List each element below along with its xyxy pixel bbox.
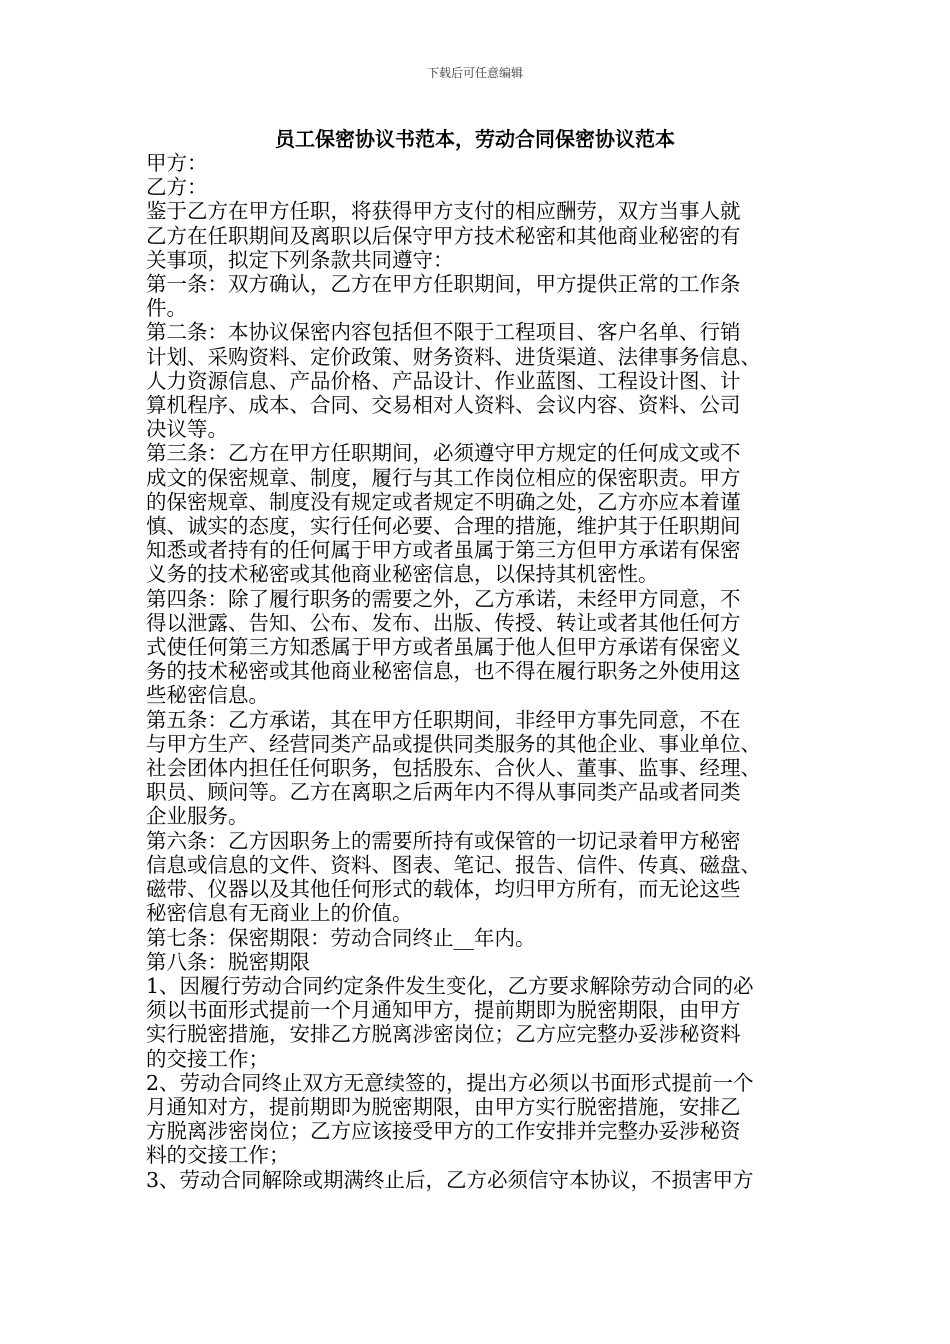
document-line: 第五条：乙方承诺，其在甲方任职期间，非经甲方事先同意，不在 — [146, 707, 741, 732]
document-line: 式使任何第三方知悉属于甲方或者虽属于他人但甲方承诺有保密义 — [146, 635, 741, 660]
document-line: 信息或信息的文件、资料、图表、笔记、报告、信件、传真、磁盘、 — [146, 852, 761, 877]
document-line: 决议等。 — [146, 417, 228, 442]
document-line: 1、因履行劳动合同约定条件发生变化，乙方要求解除劳动合同的必 — [146, 973, 754, 998]
document-line: 第二条：本协议保密内容包括但不限于工程项目、客户名单、行销 — [146, 320, 741, 345]
document-line: 义务的技术秘密或其他商业秘密信息，以保持其机密性。 — [146, 562, 659, 587]
document-line: 乙方： — [146, 175, 208, 200]
document-line: 社会团体内担任任何职务，包括股东、合伙人、董事、监事、经理、 — [146, 756, 761, 781]
document-line: 与甲方生产、经营同类产品或提供同类服务的其他企业、事业单位、 — [146, 731, 761, 756]
document-line: 的交接工作； — [146, 1046, 269, 1071]
document-line: 些秘密信息。 — [146, 683, 269, 708]
document-line: 的保密规章、制度没有规定或者规定不明确之处，乙方亦应本着谨 — [146, 489, 741, 514]
document-line: 计划、采购资料、定价政策、财务资料、进货渠道、法律事务信息、 — [146, 344, 761, 369]
document-line: 料的交接工作； — [146, 1143, 290, 1168]
document-line: 须以书面形式提前一个月通知甲方，提前期即为脱密期限，由甲方 — [146, 998, 741, 1023]
document-line: 务的技术秘密或其他商业秘密信息，也不得在履行职务之外使用这 — [146, 659, 741, 684]
document-line: 成文的保密规章、制度，履行与其工作岗位相应的保密职责。甲方 — [146, 465, 741, 490]
page-header-note: 下载后可任意编辑 — [426, 66, 523, 80]
document-line: 第一条：双方确认，乙方在甲方任职期间，甲方提供正常的工作条 — [146, 272, 741, 297]
document-line: 关事项，拟定下列条款共同遵守： — [146, 247, 454, 272]
document-line: 乙方在任职期间及离职以后保守甲方技术秘密和其他商业秘密的有 — [146, 223, 741, 248]
document-line: 第六条：乙方因职务上的需要所持有或保管的一切记录着甲方秘密 — [146, 828, 741, 853]
document-line: 慎、诚实的态度，实行任何必要、合理的措施，维护其于任职期间 — [146, 514, 741, 539]
document-line: 秘密信息有无商业上的价值。 — [146, 901, 413, 926]
document-line: 知悉或者持有的任何属于甲方或者虽属于第三方但甲方承诺有保密 — [146, 538, 741, 563]
document-line: 3、劳动合同解除或期满终止后，乙方必须信守本协议，不损害甲方 — [146, 1167, 754, 1192]
document-line: 甲方： — [146, 151, 208, 175]
document-line: 鉴于乙方在甲方任职，将获得甲方支付的相应酬劳，双方当事人就 — [146, 199, 741, 224]
document-line: 算机程序、成本、合同、交易相对人资料、会议内容、资料、公司 — [146, 393, 741, 418]
document-line: 件。 — [146, 296, 187, 321]
document-title: 员工保密协议书范本，劳动合同保密协议范本 — [275, 127, 675, 151]
document-line: 第三条：乙方在甲方任职期间，必须遵守甲方规定的任何成文或不 — [146, 441, 741, 466]
document-line: 2、劳动合同终止双方无意续签的，提出方必须以书面形式提前一个 — [146, 1070, 754, 1095]
document-line: 第四条：除了履行职务的需要之外，乙方承诺，未经甲方同意，不 — [146, 586, 741, 611]
document-line: 方脱离涉密岗位；乙方应该接受甲方的工作安排并完整办妥涉秘资 — [146, 1119, 741, 1144]
document-line: 第七条：保密期限：劳动合同终止__年内。 — [146, 925, 536, 950]
document-line: 人力资源信息、产品价格、产品设计、作业蓝图、工程设计图、计 — [146, 368, 741, 393]
document-line: 磁带、仪器以及其他任何形式的载体，均归甲方所有，而无论这些 — [146, 877, 741, 902]
document-line: 企业服务。 — [146, 804, 249, 829]
document-line: 月通知对方，提前期即为脱密期限，由甲方实行脱密措施，安排乙 — [146, 1094, 741, 1119]
document-body — [146, 151, 814, 1192]
document-line: 得以泄露、告知、公布、发布、出版、传授、转让或者其他任何方 — [146, 610, 741, 635]
document-line: 第八条：脱密期限 — [146, 949, 310, 974]
document-line: 实行脱密措施，安排乙方脱离涉密岗位；乙方应完整办妥涉秘资料 — [146, 1022, 741, 1047]
document-line: 职员、顾问等。乙方在离职之后两年内不得从事同类产品或者同类 — [146, 780, 741, 805]
